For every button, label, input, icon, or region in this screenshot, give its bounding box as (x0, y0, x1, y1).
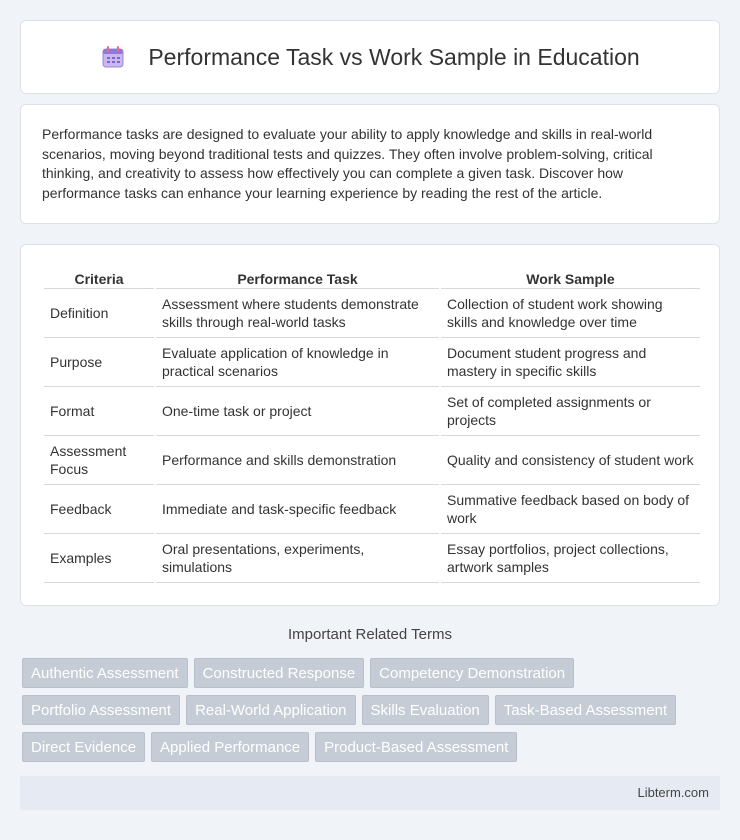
intro-text: Performance tasks are designed to evaluate your ability to apply knowledge and skills in real-world scenarios, moving beyond traditional tests and quizzes. They often involve problem-solving, critical thinking, and creativity to assess how effectively you can complete a given task. Discover how performance tasks can enhance your learning experience by reading the rest of the article. (42, 126, 653, 201)
related-terms-list (22, 658, 722, 769)
cell-performance-task: One-time task or project (156, 387, 439, 436)
term-tag[interactable]: Authentic Assessment (22, 658, 188, 688)
cell-performance-task: Immediate and task-specific feedback (156, 485, 439, 534)
cell-performance-task: Evaluate application of knowledge in practical scenarios (156, 338, 439, 387)
term-tag[interactable]: Product-Based Assessment (315, 732, 517, 762)
related-terms-heading: Important Related Terms (288, 626, 452, 643)
cell-criteria: Format (44, 387, 154, 436)
page-title: Performance Task vs Work Sample in Education (148, 43, 640, 70)
table-row (44, 338, 700, 387)
cell-work-sample: Set of completed assignments or projects (441, 387, 700, 436)
cell-criteria: Feedback (44, 485, 154, 534)
cell-criteria: Examples (44, 534, 154, 583)
term-tag[interactable]: Constructed Response (194, 658, 365, 688)
cell-performance-task: Performance and skills demonstration (156, 436, 439, 485)
intro-card (20, 104, 720, 224)
table-row (44, 436, 700, 485)
cell-work-sample: Document student progress and mastery in specific skills (441, 338, 700, 387)
table-row (44, 534, 700, 583)
cell-work-sample: Essay portfolios, project collections, artwork samples (441, 534, 700, 583)
table-row (44, 289, 700, 338)
term-tag[interactable]: Task-Based Assessment (495, 695, 676, 725)
cell-criteria: Purpose (44, 338, 154, 387)
table-row (44, 387, 700, 436)
term-tag[interactable]: Applied Performance (151, 732, 309, 762)
footer-site-link[interactable]: Libterm.com (637, 785, 709, 800)
cell-performance-task: Assessment where students demonstrate skills through real-world tasks (156, 289, 439, 338)
cell-criteria: Definition (44, 289, 154, 338)
term-tag[interactable]: Real-World Application (186, 695, 355, 725)
cell-work-sample: Summative feedback based on body of work (441, 485, 700, 534)
term-tag[interactable]: Competency Demonstration (370, 658, 574, 688)
header-card (20, 20, 720, 94)
header-work-sample: Work Sample (441, 265, 700, 289)
cell-work-sample: Quality and consistency of student work (441, 436, 700, 485)
calendar-icon (100, 44, 126, 70)
term-tag[interactable]: Portfolio Assessment (22, 695, 180, 725)
comparison-table (42, 265, 702, 583)
cell-criteria: Assessment Focus (44, 436, 154, 485)
header-criteria: Criteria (44, 265, 154, 289)
comparison-card (20, 244, 720, 606)
header-performance-task: Performance Task (156, 265, 439, 289)
table-row (44, 485, 700, 534)
cell-performance-task: Oral presentations, experiments, simulations (156, 534, 439, 583)
term-tag[interactable]: Direct Evidence (22, 732, 145, 762)
term-tag[interactable]: Skills Evaluation (362, 695, 489, 725)
cell-work-sample: Collection of student work showing skills and knowledge over time (441, 289, 700, 338)
table-header-row (44, 265, 700, 289)
footer (20, 776, 720, 810)
